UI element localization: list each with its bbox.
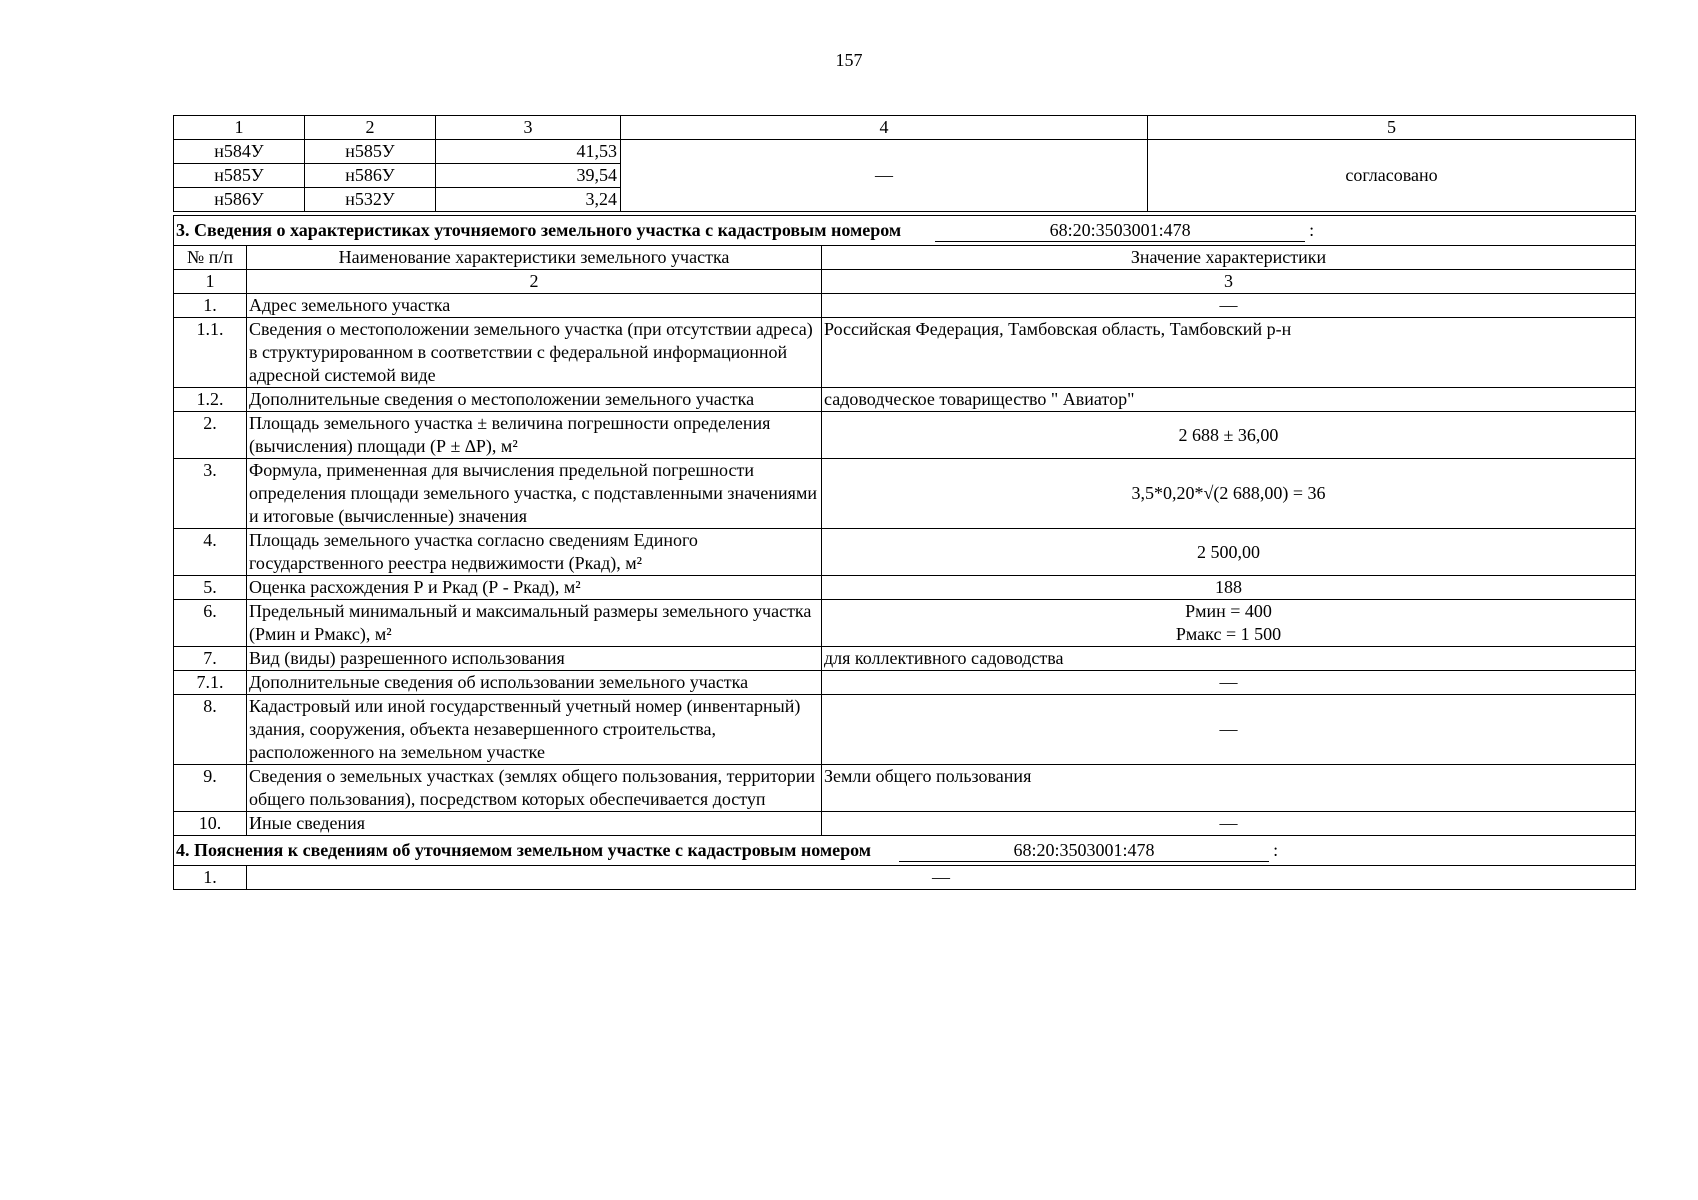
characteristic-value: 3,5*0,20*√(2 688,00) = 36 bbox=[822, 459, 1636, 529]
characteristic-value: — bbox=[822, 294, 1636, 318]
table-row bbox=[174, 294, 1636, 318]
table-row bbox=[174, 671, 1636, 695]
characteristic-value: для коллективного садоводства bbox=[822, 647, 1636, 671]
section3-colon: : bbox=[1309, 220, 1315, 240]
section3-title-row bbox=[174, 216, 1636, 246]
row-number: 1. bbox=[174, 294, 247, 318]
row-number: 4. bbox=[174, 529, 247, 576]
table-row bbox=[174, 529, 1636, 576]
characteristic-name: Предельный минимальный и максимальный размеры земельного участка (Рмин и Рмакс), м² bbox=[247, 600, 822, 647]
explanation-value: — bbox=[247, 866, 1636, 890]
header-cell: 4 bbox=[621, 116, 1148, 140]
header-cell: 5 bbox=[1148, 116, 1636, 140]
segment-length: 39,54 bbox=[436, 164, 621, 188]
row-number: 2. bbox=[174, 412, 247, 459]
col-number: 1 bbox=[174, 270, 247, 294]
row-number: 1.2. bbox=[174, 388, 247, 412]
table-row bbox=[174, 600, 1636, 647]
table-row bbox=[174, 576, 1636, 600]
table-row bbox=[174, 647, 1636, 671]
row-number: 1. bbox=[174, 866, 247, 890]
characteristic-value: 2 688 ± 36,00 bbox=[822, 412, 1636, 459]
characteristic-value: Российская Федерация, Тамбовская область, Тамбовский р-н bbox=[822, 318, 1636, 388]
characteristic-value: Земли общего пользования bbox=[822, 765, 1636, 812]
header-cell: 1 bbox=[174, 116, 305, 140]
characteristic-value: 188 bbox=[822, 576, 1636, 600]
col4-value: — bbox=[621, 140, 1148, 212]
section4-cadastral-number: 68:20:3503001:478 bbox=[899, 840, 1269, 862]
characteristic-name: Сведения о местоположении земельного участка (при отсутствии адреса) в структурированном в соответствии с федеральной информационной адресной системой виде bbox=[247, 318, 822, 388]
min-area-value: Рмин = 400 bbox=[1185, 601, 1272, 621]
characteristic-name: Сведения о земельных участках (землях общего пользования, территории общего пользования), посредством которых обеспечивается доступ bbox=[247, 765, 822, 812]
segment-length: 3,24 bbox=[436, 188, 621, 212]
row-number: 8. bbox=[174, 695, 247, 765]
row-number: 5. bbox=[174, 576, 247, 600]
header-cell: 3 bbox=[436, 116, 621, 140]
boundary-table-header bbox=[174, 116, 1636, 140]
row-number: 6. bbox=[174, 600, 247, 647]
characteristic-name: Дополнительные сведения об использовании земельного участка bbox=[247, 671, 822, 695]
segment-length: 41,53 bbox=[436, 140, 621, 164]
col-header-number: № п/п bbox=[174, 246, 247, 270]
characteristic-name: Адрес земельного участка bbox=[247, 294, 822, 318]
col-header-name: Наименование характеристики земельного участка bbox=[247, 246, 822, 270]
row-number: 9. bbox=[174, 765, 247, 812]
characteristic-name: Площадь земельного участка ± величина погрешности определения (вычисления) площади (Р ± ∆Р), м² bbox=[247, 412, 822, 459]
table-row bbox=[174, 765, 1636, 812]
characteristic-value: — bbox=[822, 671, 1636, 695]
characteristic-value bbox=[822, 600, 1636, 647]
table-row bbox=[174, 812, 1636, 836]
point-to: н586У bbox=[305, 164, 436, 188]
max-area-value: Рмакс = 1 500 bbox=[1175, 624, 1282, 644]
row-number: 1.1. bbox=[174, 318, 247, 388]
section3-title: 3. Сведения о характеристиках уточняемого земельного участка с кадастровым номером bbox=[176, 220, 902, 240]
characteristic-name: Вид (виды) разрешенного использования bbox=[247, 647, 822, 671]
column-headers bbox=[174, 246, 1636, 270]
characteristics-table bbox=[173, 215, 1636, 890]
page-number: 157 bbox=[835, 50, 863, 70]
characteristic-value: — bbox=[822, 812, 1636, 836]
characteristic-name: Иные сведения bbox=[247, 812, 822, 836]
characteristic-name: Площадь земельного участка согласно сведениям Единого государственного реестра недвижимости (Ркад), м² bbox=[247, 529, 822, 576]
table-row bbox=[174, 388, 1636, 412]
characteristic-name: Формула, примененная для вычисления предельной погрешности определения площади земельного участка, с подставленными значениями и итоговые (вычисленные) значения bbox=[247, 459, 822, 529]
header-cell: 2 bbox=[305, 116, 436, 140]
section3-cadastral-number: 68:20:3503001:478 bbox=[935, 220, 1305, 242]
col-number: 3 bbox=[822, 270, 1636, 294]
characteristic-name: Оценка расхождения Р и Ркад (Р - Ркад), м² bbox=[247, 576, 822, 600]
table-row bbox=[174, 318, 1636, 388]
col-number: 2 bbox=[247, 270, 822, 294]
characteristic-value: садоводческое товарищество " Авиатор" bbox=[822, 388, 1636, 412]
table-row bbox=[174, 695, 1636, 765]
table-row bbox=[174, 140, 1636, 164]
characteristic-name: Дополнительные сведения о местоположении земельного участка bbox=[247, 388, 822, 412]
table-row bbox=[174, 412, 1636, 459]
characteristic-value: — bbox=[822, 695, 1636, 765]
section4-title-row bbox=[174, 836, 1636, 866]
row-number: 7.1. bbox=[174, 671, 247, 695]
table-row bbox=[174, 459, 1636, 529]
characteristic-name: Кадастровый или иной государственный учетный номер (инвентарный) здания, сооружения, объекта незавершенного строительства, расположенного на земельном участке bbox=[247, 695, 822, 765]
col-header-value: Значение характеристики bbox=[822, 246, 1636, 270]
row-number: 10. bbox=[174, 812, 247, 836]
table-row bbox=[174, 866, 1636, 890]
column-numbers bbox=[174, 270, 1636, 294]
col5-value: согласовано bbox=[1148, 140, 1636, 212]
point-from: н584У bbox=[174, 140, 305, 164]
point-from: н585У bbox=[174, 164, 305, 188]
characteristic-value: 2 500,00 bbox=[822, 529, 1636, 576]
point-from: н586У bbox=[174, 188, 305, 212]
section4-title: 4. Пояснения к сведениям об уточняемом земельном участке с кадастровым номером bbox=[176, 840, 872, 860]
section4-colon: : bbox=[1273, 840, 1279, 860]
row-number: 3. bbox=[174, 459, 247, 529]
boundary-table bbox=[173, 115, 1636, 212]
point-to: н585У bbox=[305, 140, 436, 164]
point-to: н532У bbox=[305, 188, 436, 212]
row-number: 7. bbox=[174, 647, 247, 671]
